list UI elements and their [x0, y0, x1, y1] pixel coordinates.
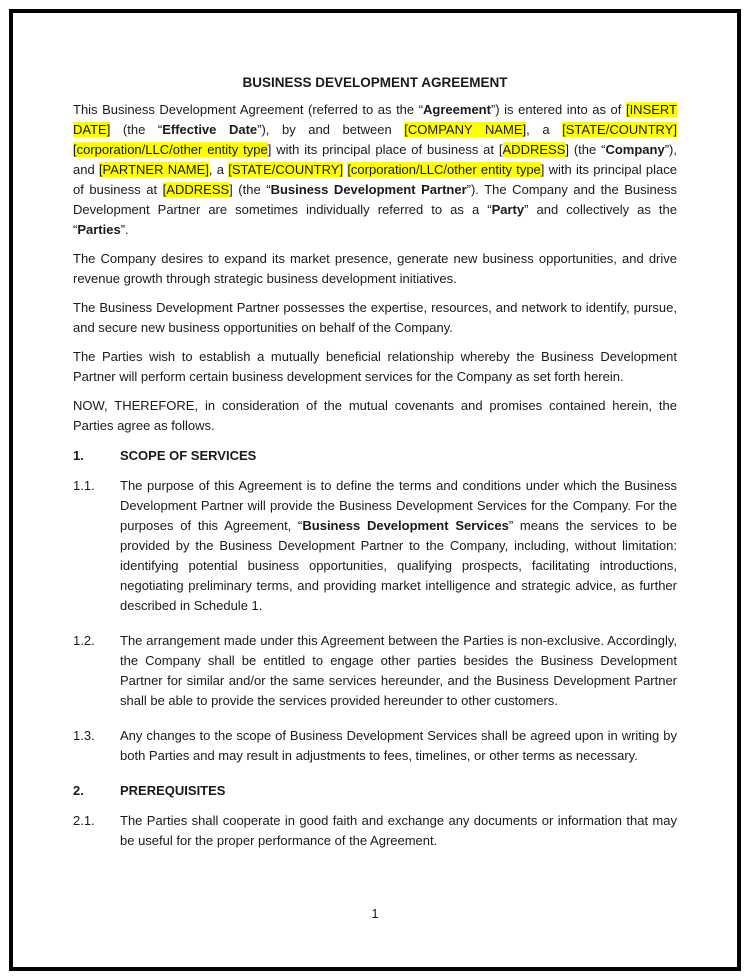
- text-run: ”) is entered into as of: [490, 102, 626, 117]
- bold-defined-term: Party: [491, 202, 525, 217]
- text-run: ] with its principal place of business at [: [267, 142, 503, 157]
- highlighted-placeholder: [corporation/LLC/other entity type: [73, 142, 268, 157]
- section-heading-label: PREREQUISITES: [120, 783, 226, 798]
- bold-defined-term: Company: [605, 142, 665, 157]
- section-heading-label: SCOPE OF SERVICES: [120, 448, 257, 463]
- text-run: This Business Development Agreement (referred to as the “: [73, 102, 424, 117]
- text-run: The Business Development Partner possesses the expertise, resources, and network to identify, pursue, and secure new business opportunities on behalf of the Company.: [73, 300, 677, 335]
- highlighted-placeholder: [STATE/COUNTRY]: [562, 122, 677, 137]
- highlighted-placeholder: [PARTNER NAME]: [98, 162, 209, 177]
- clause-number: 1.2.: [73, 633, 95, 648]
- text-run: The purpose of this Agreement is to define the terms and conditions under which the Business Development Partner will provide the Business Development Services for the Company. For the purposes of this Agreement, “: [120, 478, 677, 533]
- paragraph: [73, 396, 677, 436]
- highlighted-placeholder: [COMPANY NAME]: [404, 122, 527, 137]
- clause-number: 2.1.: [73, 813, 95, 828]
- text-run: , a: [526, 122, 563, 137]
- numbered-clause: [73, 631, 677, 711]
- clause-text: [120, 631, 677, 711]
- numbered-clause: [73, 726, 677, 766]
- bold-defined-term: Business Development Services: [302, 518, 509, 533]
- clause-number: 1.3.: [73, 728, 95, 743]
- text-run: ”), and: [73, 142, 677, 177]
- text-run: ] (the “: [565, 142, 606, 157]
- highlighted-placeholder: [ADDRESS: [162, 182, 230, 197]
- bold-defined-term: Parties: [77, 222, 121, 237]
- text-run: ” and collectively as the “: [73, 202, 677, 237]
- text-run: ] with its principal place of business at: [73, 162, 677, 197]
- clause-text: [120, 476, 677, 616]
- text-run: ] (the “: [229, 182, 271, 197]
- paragraph: [73, 100, 677, 240]
- section-heading: [73, 446, 677, 466]
- text-run: The Company desires to expand its market presence, generate new business opportunities, and drive revenue growth through strategic business development initiatives.: [73, 251, 677, 286]
- text-run: NOW, THEREFORE, in consideration of the mutual covenants and promises contained herein, the Parties agree as follows.: [73, 398, 677, 433]
- paragraph: [73, 347, 677, 387]
- text-run: Any changes to the scope of Business Development Services shall be agreed upon in writing by both Parties and may result in adjustments to fees, timelines, or other terms as necessary.: [120, 728, 677, 763]
- text-run: The arrangement made under this Agreement between the Parties is non-exclusive. Accordingly, the Company shall be entitled to engage other parties besides the Business Development Partner for similar and/or the same services hereunder, and the Business Development Partner shall be able to provide the services provided hereunder to other customers.: [120, 633, 677, 708]
- text-run: ” means the services to be provided by the Business Development Partner to the Company, including, without limitation: identifying potential business opportunities, qualifying prospects, facilitating introductions, negotiating preliminary terms, and providing market intelligence and strategic advice, as further described in Schedule 1.: [120, 518, 677, 613]
- section-number: 1.: [73, 448, 84, 463]
- clause-text: [120, 726, 677, 766]
- paragraph: [73, 249, 677, 289]
- numbered-clause: [73, 811, 677, 851]
- text-run: ”.: [120, 222, 129, 237]
- highlighted-placeholder: ADDRESS: [502, 142, 566, 157]
- text-run: , a: [208, 162, 229, 177]
- document-body: [73, 100, 677, 851]
- highlighted-placeholder: [corporation/LLC/other entity type: [347, 162, 541, 177]
- text-run: ”). The Company and the Business Development Partner are sometimes individually referred to as a “: [73, 182, 677, 217]
- text-run: (the “: [110, 122, 163, 137]
- clause-number: 1.1.: [73, 478, 95, 493]
- bold-defined-term: Business Development Partner: [270, 182, 467, 197]
- bold-defined-term: Agreement: [423, 102, 491, 117]
- document-page: [9, 9, 741, 971]
- text-run: ”), by and between: [257, 122, 405, 137]
- text-run: The Parties shall cooperate in good faith and exchange any documents or information that may be useful for the proper performance of the Agreement.: [120, 813, 677, 848]
- page-number: 1: [371, 906, 379, 921]
- numbered-clause: [73, 476, 677, 616]
- paragraph: [73, 298, 677, 338]
- section-heading: [73, 781, 677, 801]
- highlighted-placeholder: [STATE/COUNTRY]: [228, 162, 344, 177]
- text-run: The Parties wish to establish a mutually beneficial relationship whereby the Business Development Partner will perform certain business development services for the Company as set forth herein.: [73, 349, 677, 384]
- highlighted-placeholder: [INSERT DATE]: [73, 102, 678, 137]
- clause-text: [120, 811, 677, 851]
- section-number: 2.: [73, 783, 84, 798]
- bold-defined-term: Effective Date: [162, 122, 258, 137]
- document-title: BUSINESS DEVELOPMENT AGREEMENT: [242, 75, 508, 90]
